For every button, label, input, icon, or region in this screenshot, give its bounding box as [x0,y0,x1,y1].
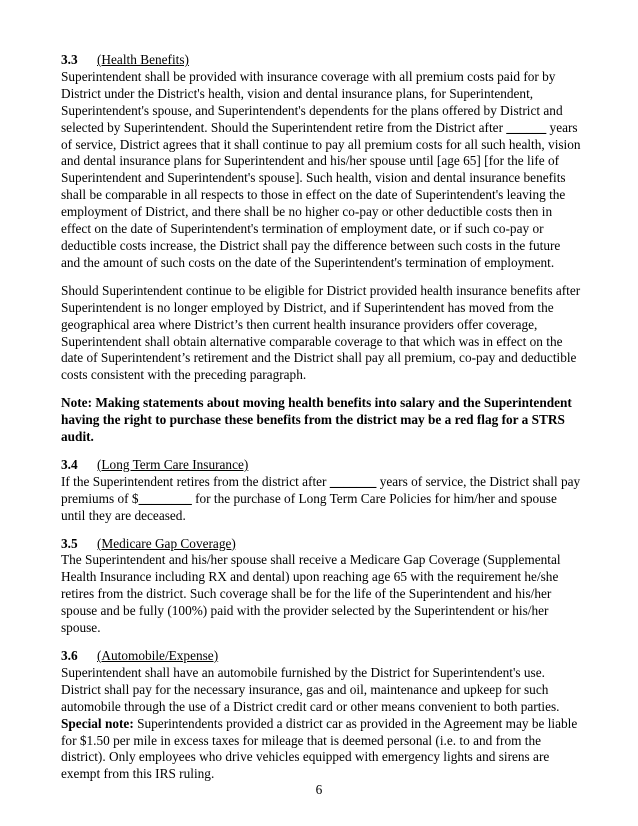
text-run: years of service, District agrees that it shall continue to pay all premium costs for all such health, vision and dental insurance plans for Superintendent and his/her spouse until [age 65] [for the life of Superintendent and Superintendent's spouse]. Such health, vision and dental insurance benefits shall be comparable in all respects to those in effect on the date of Superintendent's leaving the employment of District, and there shall be no higher co-pay or other deductible costs then in effect on the date of Superintendent's termination of employment date, or if such co-pay or deductible costs increase, the District shall pay the difference between such costs in the future and the amount of such costs on the date of the Superintendent's termination of employment. [61,119,581,270]
section-3-4 [61,457,581,525]
section-number: 3.5 [61,535,78,551]
section-heading [61,52,581,69]
section-number: 3.4 [61,456,78,472]
paragraph [61,474,581,525]
text-run: Superintendent shall have an automobile furnished by the District for Superintendent's use. District shall pay for the necessary insurance, gas and oil, maintenance and upkeep for such automobile through the use of a District credit card or other means convenient to both parties. [61,664,560,714]
special-note-label: Special note: [61,715,134,731]
blank-line: _______ [329,473,377,489]
text-run: years of service, the District shall pay premiums of $ [61,473,581,506]
section-number: 3.6 [61,648,78,663]
text-run: Superintendents provided a district car as provided in the Agreement may be liable for $1.50 per mile in excess taxes for mileage that is deemed personal (i.e. to and from the district). Only employees who drive vehicles equipped with emergency lights and sirens are exempt from this IRS ruling. [61,715,578,782]
page-number: 6 [315,782,323,797]
section-number: 3.3 [61,52,78,67]
blank-line: ________ [138,490,192,506]
text-run: Superintendent shall be provided with insurance coverage with all premium costs paid for by District under the District's health, vision and dental insurance plans, for Superintendent, Superintendent's spouse, and Superintendent's dependents for the plans offered by District and selected by Superintendent. Should the Superintendent retire from the District after [61,68,563,135]
section-3-6 [61,648,581,783]
section-3-5 [61,536,581,637]
paragraph: The Superintendent and his/her spouse shall receive a Medicare Gap Coverage (Supplemental Health Insurance including RX and dental) upon reaching age 65 with the requirement he/she retires from the district. Such coverage shall be for the life of the Superintendent and his/her spouse and be fully (100%) paid with the provider selected by the Superintendent or his/her spouse. [61,552,561,636]
section-heading [61,536,581,553]
blank-line: ______ [506,119,547,135]
text-run: If the Superintendent retires from the district after [61,473,327,489]
section-title: (Medicare Gap Coverage) [97,535,236,551]
section-title: (Health Benefits) [97,52,189,67]
paragraph [61,69,581,272]
section-heading [61,457,581,474]
paragraph [61,665,581,783]
paragraph: Should Superintendent continue to be eligible for District provided health insurance benefits after Superintendent is no longer employed by District, and if Superintendent has moved from the geographical area where District’s then current health insurance providers offer coverage, Superintendent shall obtain alternative comparable coverage to that which was in effect on the date of Superintendent’s retirement and the District shall pay all premium, co-pay and deductible costs consistent with the preceding paragraph. [61,282,581,383]
page-content [61,52,581,783]
section-3-3 [61,52,581,446]
text-run: for the purchase of Long Term Care Policies for him/her and spouse until they are deceased. [61,490,557,523]
section-title: (Automobile/Expense) [97,648,219,663]
section-title: (Long Term Care Insurance) [97,456,249,472]
audit-note: Note: Making statements about moving health benefits into salary and the Superintendent having the right to purchase these benefits from the district may be a red flag for a STRS audit. [61,395,572,445]
section-heading [61,648,581,665]
